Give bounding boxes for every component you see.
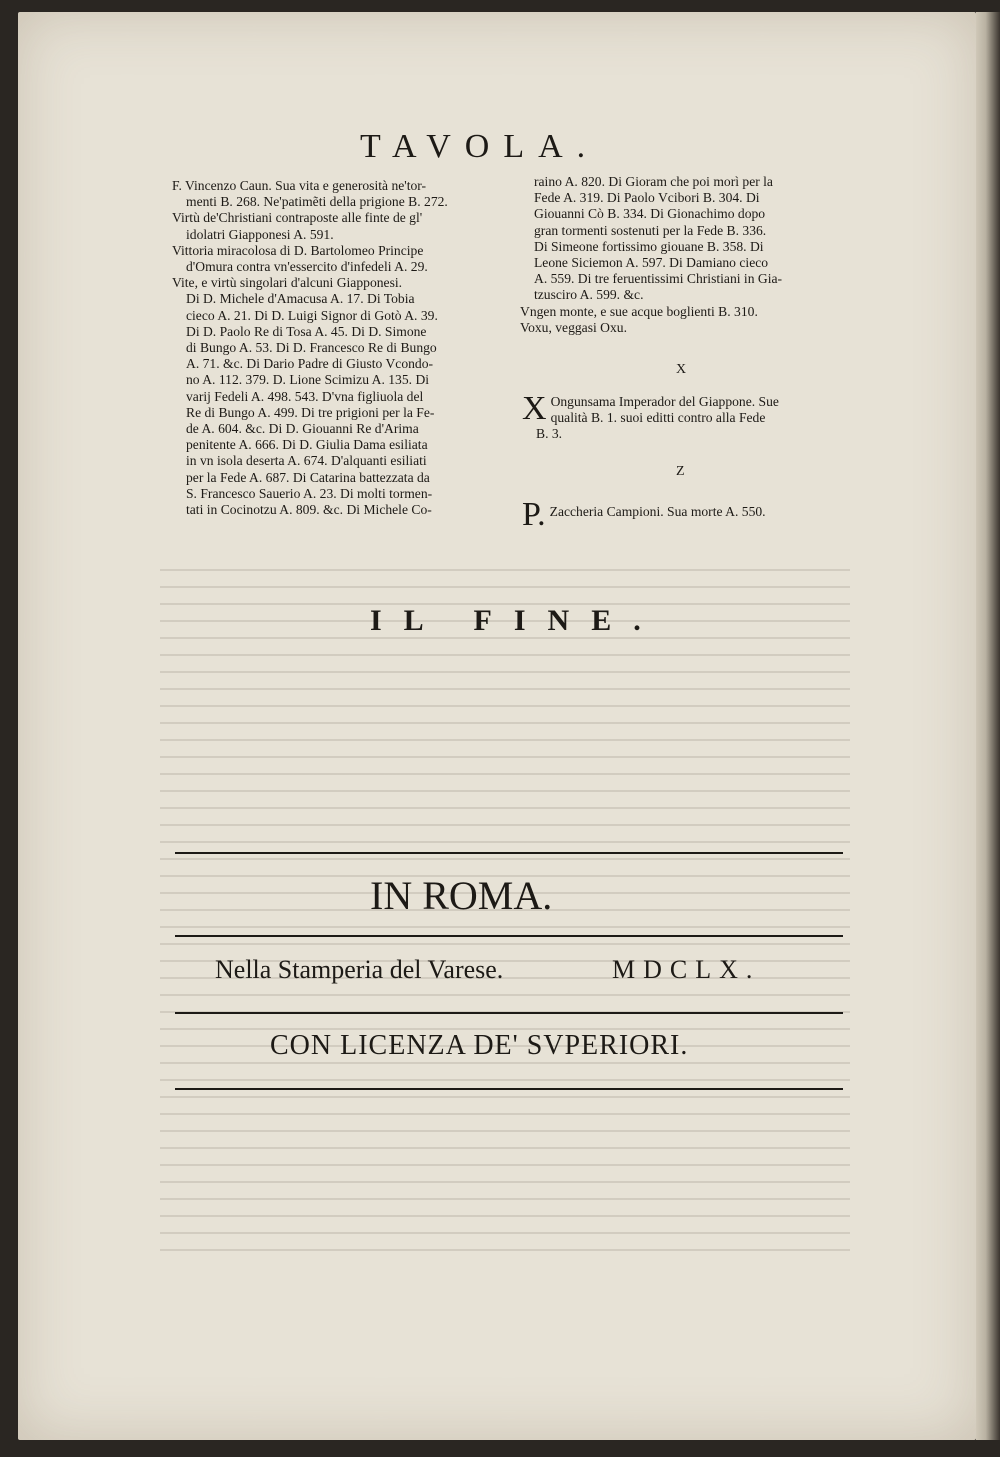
index-line: Re di Bungo A. 499. Di tre prigioni per la Fe- [186, 404, 435, 420]
index-line: A. 71. &c. Di Dario Padre di Giusto Vcondo- [186, 356, 434, 372]
rule-line [175, 1012, 843, 1014]
page-title: TAVOLA. [360, 128, 600, 165]
index-line: in vn isola deserta A. 674. D'alquanti esiliati [186, 453, 427, 469]
index-line: Voxu, veggasi Oxu. [520, 319, 627, 335]
imprint-license: CON LICENZA DE' SVPERIORI. [270, 1030, 689, 1061]
section-letter-z: Z [676, 464, 685, 479]
index-line: per la Fede A. 687. Di Catarina battezzata da [186, 469, 430, 485]
dropcap-z: P. [522, 496, 546, 533]
index-line: Leone Siciemon A. 597. Di Damiano cieco [534, 255, 769, 271]
index-line: raino A. 820. Di Gioram che poi morì per la [534, 174, 773, 189]
index-line: Giouanni Cò B. 334. Di Gionachimo dopo [534, 206, 766, 222]
index-right-column [520, 174, 842, 336]
index-line: Vngen monte, e sue acque boglienti B. 310. [520, 303, 758, 319]
index-line: A. 559. Di tre feruentissimi Christiani in Gia- [534, 271, 783, 287]
index-line: Di D. Michele d'Amacusa A. 17. Di Tobia [186, 291, 415, 307]
index-line: Di D. Paolo Re di Tosa A. 45. Di D. Simone [186, 323, 427, 339]
index-left-column [172, 178, 500, 518]
section-z-entry [522, 496, 844, 533]
imprint-city: IN ROMA. [370, 873, 553, 918]
index-line: Di Simeone fortissimo giouane B. 358. Di [534, 238, 764, 254]
index-line: Vite, e virtù singolari d'alcuni Giapponesi. [172, 275, 403, 291]
section-x-entry [522, 390, 844, 443]
index-line: tati in Cocinotzu A. 809. &c. Di Michele Co- [186, 502, 432, 518]
index-line: qualità B. 1. suoi editti contro alla Fede [550, 410, 766, 426]
index-line: d'Omura contra vn'essercito d'infedeli A. 29. [186, 259, 428, 275]
index-line: penitente A. 666. Di D. Giulia Dama esiliata [186, 437, 428, 453]
index-line: idolatri Giapponesi A. 591. [186, 226, 334, 242]
imprint-year: MDCLX. [612, 955, 761, 984]
index-line: S. Francesco Sauerio A. 23. Di molti tormen- [186, 485, 433, 501]
dropcap-x: X [522, 390, 547, 427]
index-line: Zaccheria Campioni. Sua morte A. 550. [549, 504, 766, 519]
index-line: cieco A. 21. Di D. Luigi Signor di Gotò A. 39. [186, 307, 438, 323]
index-line: B. 3. [536, 426, 563, 442]
rule-line [175, 1088, 843, 1090]
index-line: di Bungo A. 53. Di D. Francesco Re di Bungo [186, 340, 437, 356]
index-line: de A. 604. &c. Di D. Giouanni Re d'Arima [186, 421, 419, 437]
index-line: gran tormenti sostenuti per la Fede B. 336. [534, 222, 767, 238]
index-line: varij Fedeli A. 498. 543. D'vna figliuola del [186, 388, 424, 404]
imprint-press: Nella Stamperia del Varese. [215, 955, 504, 984]
index-line: tzusciro A. 599. &c. [534, 287, 644, 303]
il-fine: IL FINE. [370, 604, 663, 637]
index-line: Ongunsama Imperador del Giappone. Sue [550, 394, 779, 409]
rule-line [175, 852, 843, 854]
index-line: Virtù de'Christiani contraposte alle finte de gl' [172, 210, 423, 226]
index-line: F. Vincenzo Caun. Sua vita e generosità ne'tor- [172, 178, 427, 193]
page-edge [976, 12, 1000, 1440]
index-line: menti B. 268. Ne'patimẽti della prigione B. 272. [186, 194, 448, 210]
section-letter-x: X [676, 362, 687, 377]
rule-line [175, 935, 843, 937]
index-line: Vittoria miracolosa di D. Bartolomeo Principe [172, 242, 424, 258]
index-line: no A. 112. 379. D. Lione Scimizu A. 135. Di [186, 372, 430, 388]
index-line: Fede A. 319. Di Paolo Vcibori B. 304. Di [534, 190, 760, 206]
